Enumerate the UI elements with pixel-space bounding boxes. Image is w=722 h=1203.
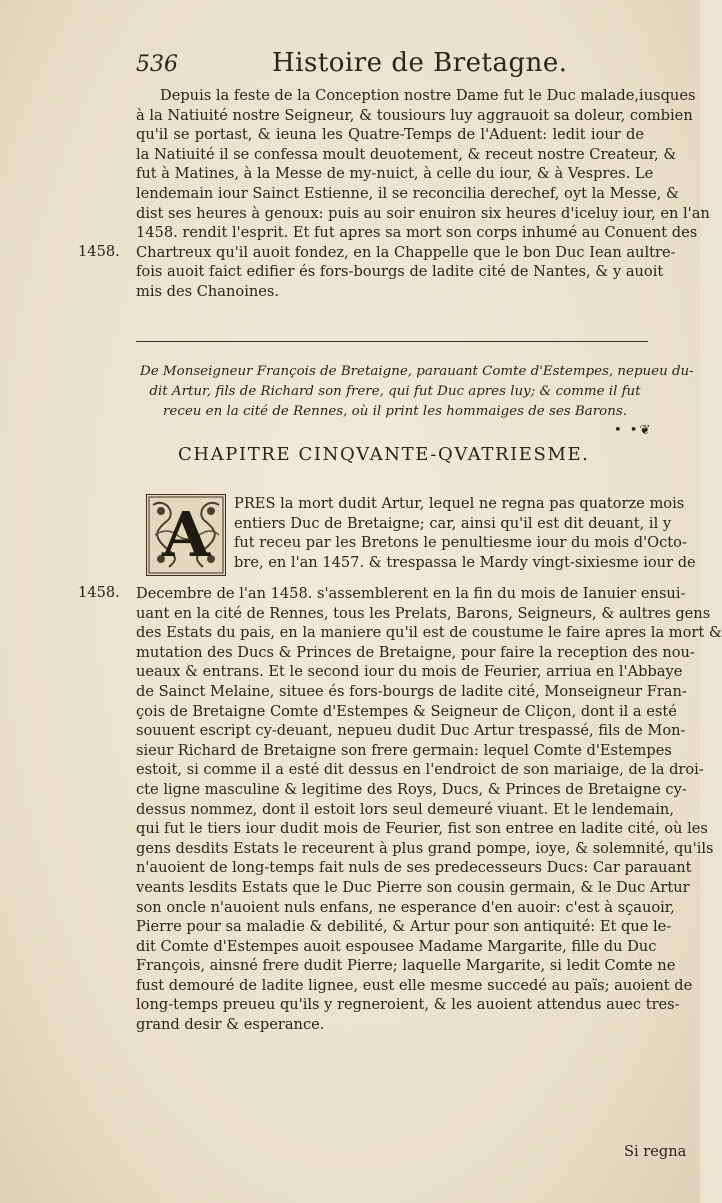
chapter-heading: CHAPITRE CINQVANTE-QVATRIESME.	[178, 444, 590, 465]
text-line: grand desir & esperance.	[136, 1016, 325, 1034]
text-line: fut receu par les Bretons le penultiesme iour du mois d'Octo-	[234, 534, 687, 552]
margin-year-note: 1458.	[78, 243, 120, 260]
text-line: mutation des Ducs & Princes de Bretaigne, pour faire la reception des nou-	[136, 643, 695, 661]
text-line: long-temps preueu qu'ils y regneroient, & les auoient attendus auec tres-	[136, 996, 680, 1014]
text-line: gens desdits Estats le receurent à plus grand pompe, ioye, & solemnité, qu'ils	[136, 839, 714, 857]
page-header	[136, 48, 676, 86]
summary-line: De Monseigneur François de Bretaigne, parauant Comte d'Estempes, nepueu du-	[140, 364, 694, 379]
text-line: à la Natiuité nostre Seigneur, & tousiours luy aggrauoit sa doleur, combien	[136, 106, 693, 124]
main-paragraph-indented	[234, 494, 696, 572]
text-line: mis des Chanoines.	[136, 282, 280, 300]
text-line: PRES la mort dudit Artur, lequel ne regna pas quatorze mois	[234, 495, 685, 512]
text-line: ueaux & entrans. Et le second iour du mois de Feurier, arriua en l'Abbaye	[136, 663, 683, 681]
catchword: Si regna	[624, 1143, 687, 1160]
text-line: fois auoit faict edifier és fors-bourgs de ladite cité de Nantes, & y auoit	[136, 263, 664, 281]
text-line: Depuis la feste de la Conception nostre Dame fut le Duc malade,iusques	[160, 87, 696, 104]
text-line: de Sainct Melaine, situee és fors-bourgs de ladite cité, Monseigneur Fran-	[136, 682, 687, 700]
text-line: la Natiuité il se confessa moult deuotement, & receut nostre Createur, &	[136, 145, 677, 163]
initial-letter: A	[161, 498, 211, 571]
summary-line: dit Artur, fils de Richard son frere, qui fut Duc apres luy; & comme il fut	[149, 384, 641, 399]
chapter-summary	[140, 362, 694, 422]
text-line: souuent escript cy-deuant, nepueu dudit Duc Artur trespassé, fils de Mon-	[136, 722, 686, 740]
text-line: sieur Richard de Bretaigne son frere germain: lequel Comte d'Estempes	[136, 741, 672, 759]
summary-line: receu en la cité de Rennes, où il print les hommaiges de ses Barons.	[163, 404, 627, 419]
text-line: entiers Duc de Bretaigne; car, ainsi qu'il est dit deuant, il y	[234, 514, 672, 532]
text-line: bre, en l'an 1457. & trespassa le Mardy vingt-sixiesme iour de	[234, 553, 696, 571]
text-line: 1458. rendit l'esprit. Et fut apres sa mort son corps inhumé au Conuent des	[136, 224, 698, 242]
margin-year-note: 1458.	[78, 584, 120, 601]
text-line: n'auoient de long-temps fait nuls de ses predecesseurs Ducs: Car parauant	[136, 859, 692, 877]
text-line: dit Comte d'Estempes auoit espousee Madame Margarite, fille du Duc	[136, 937, 657, 955]
section-rule	[136, 341, 648, 342]
text-line: dist ses heures à genoux: puis au soir enuiron six heures d'iceluy iour, en l'an	[136, 204, 710, 222]
text-line: fust demouré de ladite lignee, eust elle mesme succedé au païs; auoient de	[136, 976, 693, 994]
text-line: estoit, si comme il a esté dit dessus en l'endroict de son mariaige, de la droi-	[136, 761, 704, 779]
page-number: 536	[136, 52, 178, 77]
text-line: cte ligne masculine & legitime des Roys, Ducs, & Princes de Bretaigne cy-	[136, 780, 687, 798]
text-line: son oncle n'auoient nuls enfans, ne esperance d'en auoir: c'est à sçauoir,	[136, 898, 675, 916]
text-line: Pierre pour sa maladie & debilité, & Artur pour son antiquité: Et que le-	[136, 918, 672, 936]
text-line: des Estats du pais, en la maniere qu'il est de coustume le faire apres la mort &	[136, 624, 722, 642]
text-line: Decembre de l'an 1458. s'assemblerent en la fin du mois de Ianuier ensui-	[136, 585, 686, 602]
top-paragraph	[136, 86, 710, 302]
main-paragraph	[136, 584, 722, 1035]
text-line: veants lesdits Estats que le Duc Pierre son cousin germain, & le Duc Artur	[136, 878, 690, 896]
ornament-fleuron: • •❦	[614, 423, 653, 438]
text-line: lendemain iour Sainct Estienne, il se reconcilia derechef, oyt la Messe, &	[136, 184, 680, 202]
running-title: Histoire de Bretagne.	[272, 48, 568, 78]
text-line: qu'il se portast, & ieuna les Quatre-Temps de l'Aduent: ledit iour de	[136, 126, 644, 144]
text-line: dessus nommez, dont il estoit lors seul demeuré viuant. Et le lendemain,	[136, 800, 674, 818]
text-line: çois de Bretaigne Comte d'Estempes & Seigneur de Cliçon, dont il a esté	[136, 702, 677, 720]
text-line: Chartreux qu'il auoit fondez, en la Chappelle que le bon Duc Iean aultre-	[136, 243, 676, 261]
text-line: qui fut le tiers iour dudit mois de Feurier, fist son entree en ladite cité, où les	[136, 820, 708, 838]
text-line: fut à Matines, à la Messe de my-nuict, à celle du iour, & à Vespres. Le	[136, 165, 654, 183]
text-line: uant en la cité de Rennes, tous les Prelats, Barons, Seigneurs, & aultres gens	[136, 604, 711, 622]
decorated-initial	[146, 494, 226, 576]
text-line: François, ainsné frere dudit Pierre; laquelle Margarite, si ledit Comte ne	[136, 957, 676, 975]
